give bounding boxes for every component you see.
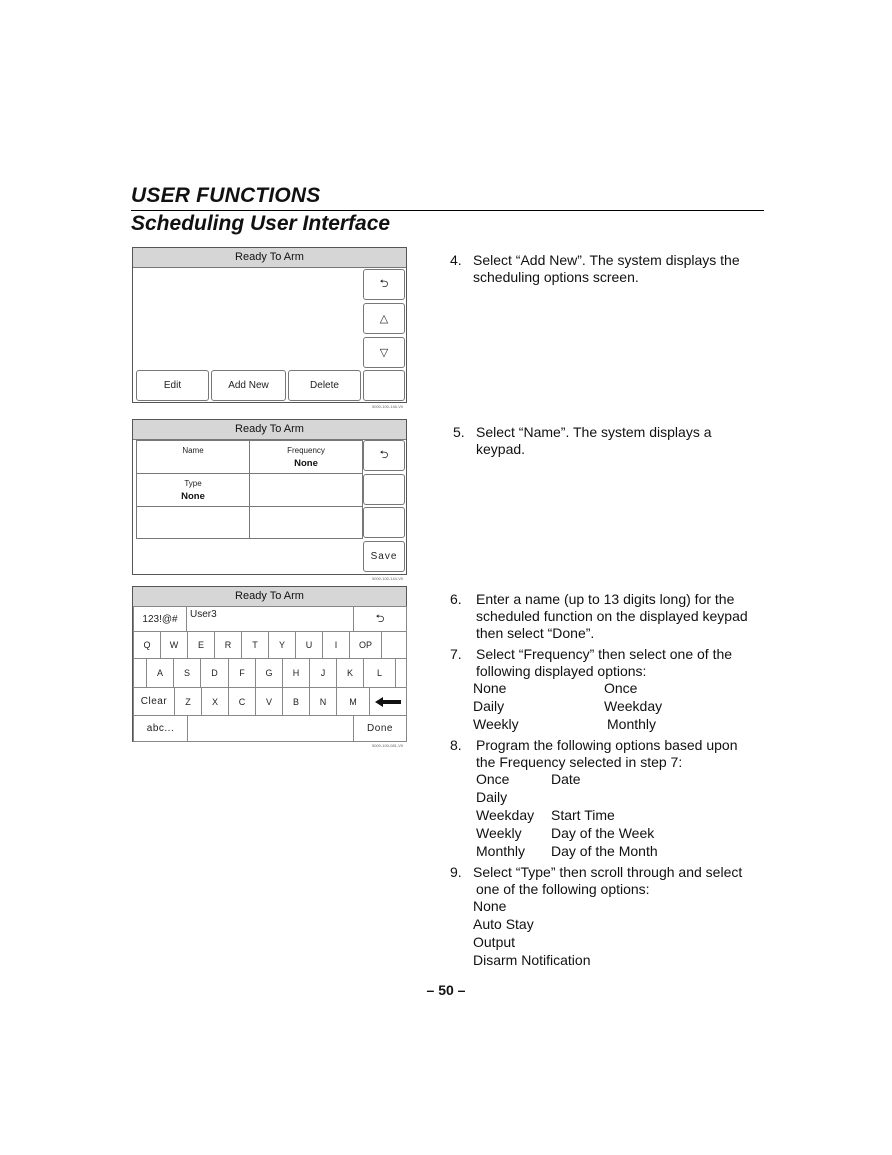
key-op[interactable]: OP [349,631,382,659]
key-blank[interactable] [133,658,147,688]
key-h[interactable]: H [282,658,310,688]
header-rule [131,210,764,211]
option-text: Date [551,771,581,787]
type-field[interactable] [136,473,250,507]
key-d[interactable]: D [200,658,229,688]
key-g[interactable]: G [255,658,283,688]
step-number: 4. [450,252,462,268]
step-text: Select “Add New”. The system displays the [473,252,740,268]
step-text: Program the following options based upon [476,737,738,753]
option-text: Day of the Week [551,825,655,841]
name-label: Name [182,446,204,455]
edit-button[interactable]: Edit [136,370,209,401]
step-text: Select “Name”. The system displays a [476,424,712,440]
back-button[interactable] [363,440,405,471]
option-text: Output [473,934,516,950]
key-a[interactable]: A [146,658,174,688]
backspace-key[interactable] [369,687,407,716]
option-text: Weekly [473,716,519,732]
option-text: Weekday [476,807,535,823]
subsection-title: Scheduling User Interface [131,212,391,235]
keypad-screen [132,586,407,742]
key-y[interactable]: Y [268,631,296,659]
key-e[interactable]: E [187,631,215,659]
blank-button[interactable] [363,370,405,401]
key-blank[interactable] [381,631,407,659]
blank-button[interactable] [363,474,405,505]
key-v[interactable]: V [255,687,283,716]
schedule-options-screen [132,419,407,575]
step-number: 8. [450,737,462,753]
empty-field [249,473,363,507]
screen-title: Ready To Arm [133,587,406,607]
option-text: None [473,898,507,914]
key-x[interactable]: X [201,687,229,716]
empty-field [249,506,363,539]
schedule-list-screen [132,247,407,403]
triangle-down-icon: ▽ [379,347,389,359]
figure-id: 5000-100-144-V0 [372,576,404,581]
key-z[interactable]: Z [174,687,202,716]
key-c[interactable]: C [228,687,256,716]
triangle-up-icon: △ [379,313,389,325]
key-f[interactable]: F [228,658,256,688]
step-text: then select “Done”. [476,625,595,641]
option-text: Day of the Month [551,843,658,859]
save-button[interactable]: Save [363,541,405,572]
key-t[interactable]: T [241,631,269,659]
option-text: Once [476,771,510,787]
frequency-label: Frequency [287,446,325,455]
step-text: the Frequency selected in step 7: [476,754,683,770]
frequency-value: None [294,458,318,469]
step-text: Select “Frequency” then select one of the [476,646,733,662]
type-label: Type [184,479,202,488]
done-key[interactable]: Done [353,715,407,742]
step-number: 6. [450,591,462,607]
step-number: 5. [453,424,465,440]
key-n[interactable]: N [309,687,337,716]
frequency-field[interactable] [249,440,363,474]
screen-title: Ready To Arm [133,420,406,440]
undo-arrow-icon: ⮌ [379,278,389,290]
back-button[interactable] [363,269,405,300]
figure-id: 5000-100-146-V0 [372,404,404,409]
option-text: Start Time [551,807,615,823]
scroll-down-button[interactable] [363,337,405,368]
section-title: USER FUNCTIONS [131,184,321,207]
key-r[interactable]: R [214,631,242,659]
clear-key[interactable]: Clear [133,687,175,716]
empty-field [136,506,250,539]
add-new-button[interactable]: Add New [211,370,286,401]
backspace-arrow-icon [375,697,401,707]
blank-button[interactable] [363,507,405,538]
key-q[interactable]: Q [133,631,161,659]
scroll-up-button[interactable] [363,303,405,334]
key-blank[interactable] [395,658,407,688]
key-k[interactable]: K [336,658,364,688]
step-text: one of the following options: [476,881,650,897]
screen-title: Ready To Arm [133,248,406,268]
step-text: scheduling options screen. [473,269,639,285]
name-field[interactable] [136,440,250,474]
key-l[interactable]: L [363,658,396,688]
option-text: None [473,680,507,696]
key-w[interactable]: W [160,631,188,659]
back-key[interactable] [353,606,407,632]
step-text: Select “Type” then scroll through and select [473,864,743,880]
option-text: Monthly [607,716,657,732]
step-text: scheduled function on the displayed keypad [476,608,748,624]
type-value: None [181,491,205,502]
undo-arrow-icon: ⮌ [379,449,389,461]
step-text: following displayed options: [476,663,647,679]
option-text: Monthly [476,843,526,859]
key-s[interactable]: S [173,658,201,688]
name-input[interactable]: User3 [186,606,354,632]
space-key[interactable] [187,715,354,742]
key-i[interactable]: I [322,631,350,659]
delete-button[interactable]: Delete [288,370,361,401]
symbols-key[interactable]: 123!@# [133,606,187,632]
option-text: Auto Stay [473,916,534,932]
key-b[interactable]: B [282,687,310,716]
figure-id: 5000-100-081-V0 [372,743,404,748]
step-number: 9. [450,864,462,880]
option-text: Daily [473,698,505,714]
option-text: Disarm Notification [473,952,591,968]
page-number: – 50 – [426,982,466,998]
step-number: 7. [450,646,462,662]
option-text: Weekly [476,825,522,841]
key-u[interactable]: U [295,631,323,659]
abc-key[interactable]: abc... [133,715,188,742]
step-text: keypad. [476,441,526,457]
option-text: Daily [476,789,508,805]
key-m[interactable]: M [336,687,370,716]
option-text: Once [604,680,638,696]
key-j[interactable]: J [309,658,337,688]
option-text: Weekday [604,698,663,714]
undo-arrow-icon: ⮌ [375,612,385,625]
step-text: Enter a name (up to 13 digits long) for the [476,591,735,607]
